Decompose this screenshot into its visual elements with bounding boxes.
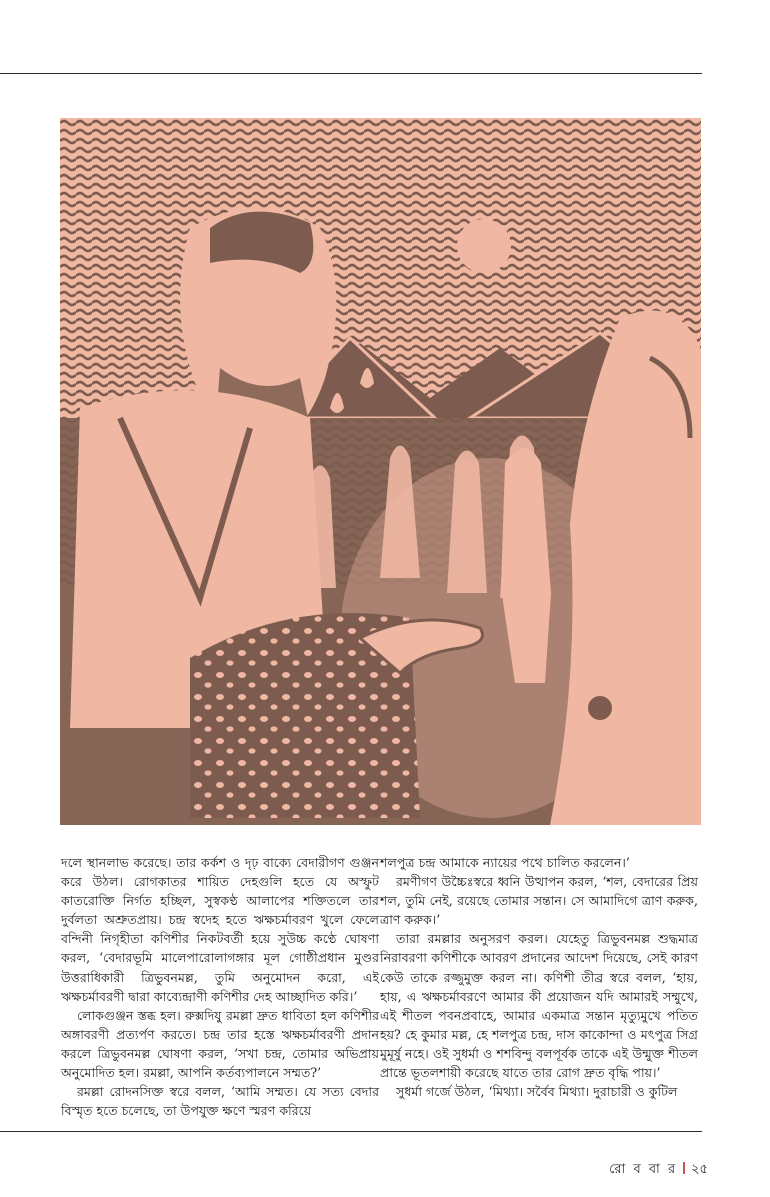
- page-number: ২৫: [691, 1162, 708, 1177]
- text-column-right: [380, 853, 698, 1101]
- story-illustration: [60, 118, 701, 825]
- paragraph: তারা রমল্লার অনুসরণ করল। যেহেতু ত্রিভুবনমল্ল শুদ্ধমাত্র নিরাবরণা কণিশীকে আবরণ প্রদানের আদেশ দিয়েছে, সেই কারণ কেউ তাকে রজ্জুমুক্ত করল না। কণিশী তীব্র স্বরে বলল, ‘হায়, হায়, এ ঋক্ষচর্মাবরণে আমার কী প্রয়োজন যদি আমারই সম্মুখে, এই শীতল পবনপ্রবাহে, আমার একমাত্র সন্তান মৃত্যুমুখে পতিত হয়? হে কুমার মল্ল, হে শলপুত্র চন্দ্র, দাস কাকোন্দা ও মৎপুত্র সিগ্র মুমূর্ষু নহে। ওই সুধর্মা ও শশবিন্দু বলপূর্বক তাকে এই উন্মুক্ত শীতল প্রান্তে ভূতলশায়ী করেছে যাতে তার রোগ দ্রুত বৃদ্ধি পায়।’: [380, 931, 698, 1081]
- moon-icon: [457, 219, 511, 273]
- paragraph: রমল্লা রোদনসিক্ত স্বরে বলল, ‘আমি সম্মত। যে সত্য বেদার বিস্মৃত হতে চলেছে, তা উপযুক্ত ক্ষণে স্মরণ করিয়ে: [61, 1084, 379, 1119]
- paragraph: দলে স্থানলাভ করেছে। তার কর্কশ ও দৃঢ় বাক্যে বেদারীগণ গুঞ্জন করে উঠল। রোগকাতর শায়িত দেহগুলি হতে যে অস্ফুট কাতরোক্তি নির্গত হচ্ছিল, সুস্বকণ্ঠ আলাপের শক্তিতলে তার দুর্বলতা অশ্রুতপ্রায়। চন্দ্র স্বদেহ হতে ঋক্ষচর্মাবরণ খুলে ফেলে বন্দিনী নিগৃহীতা কণিশীর নিকটবর্তী হয়ে সুউচ্চ কণ্ঠে ঘোষণা করল, ‘বেদারভূমি মালেপারোলাগঙ্গার মূল গোষ্ঠীপ্রধান মুণ্ডর উত্তরাধিকারী ত্রিভুবনমল্ল, তুমি অনুমোদন করো, এই ঋক্ষচর্মাবরণী দ্বারা কাব্যেন্দ্রাণী কণিশীর দেহ আচ্ছাদিত করি।’: [61, 855, 379, 1004]
- text-column-left: [61, 853, 379, 1120]
- magazine-name: রো ব বা র: [609, 1162, 678, 1177]
- paragraph: শলপুত্র চন্দ্র আমাকে ন্যায়ের পথে চালিত করলেন।’: [380, 855, 630, 870]
- paragraph: সুধর্মা গর্জে উঠল, ‘মিথ্যা। সর্বৈব মিথ্যা। দুরাচারী ও কুটিল: [396, 1084, 678, 1100]
- top-rule: [0, 73, 702, 74]
- paragraph: রমণীগণ উচ্চৈঃস্বরে ধ্বনি উত্থাপন করল, ‘শল, বেদারের প্রিয় শল, তুমি নেই, রয়েছে তোমার সন্তান। সে আমাদিগে ত্রাণ করুক, ত্রাণ করুক।’: [380, 874, 698, 928]
- footer-separator: [683, 1162, 685, 1174]
- illustration-art: [60, 118, 701, 825]
- paragraph: লোকগুঞ্জন স্তব্ধ হল। রুক্সদিযু রমল্লা দ্রুত ধাবিতা হল কণিশীর অঙ্গাবরণী প্রত্যর্পণ করতে। চন্দ্র তার হস্তে ঋক্ষচর্মাবরণী প্রদান করলে ত্রিভুবনমল্ল ঘোষণা করল, ‘সখা চন্দ্র, তোমার অভিপ্রায় অনুমোদিত হল। রমল্লা, আপনি কর্তব্যপালনে সম্মত?’: [61, 1007, 379, 1081]
- bottom-rule: [0, 1131, 702, 1132]
- wristband: [586, 694, 614, 722]
- page-footer: [609, 1160, 708, 1181]
